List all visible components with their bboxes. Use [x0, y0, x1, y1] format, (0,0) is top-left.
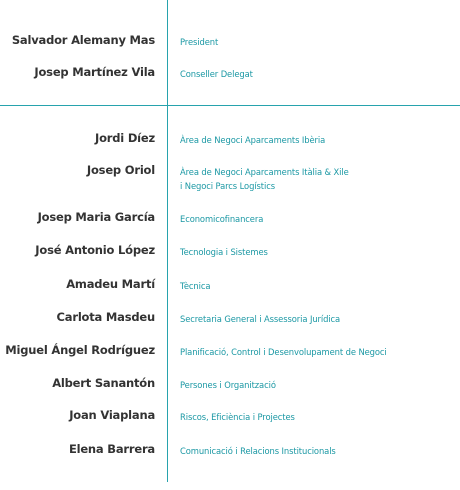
- member-row: [0, 376, 460, 396]
- person-role: Persones i Organització: [180, 380, 276, 390]
- person-name: Josep Maria García: [37, 210, 155, 224]
- person-role: Tecnologia i Sistemes: [180, 247, 268, 257]
- horizontal-divider: [0, 105, 460, 106]
- member-row: [0, 210, 460, 230]
- top-row-president: [0, 33, 460, 53]
- person-role-line2: i Negoci Parcs Logístics: [180, 181, 275, 191]
- member-row: [0, 442, 460, 462]
- person-name: Salvador Alemany Mas: [11, 33, 155, 47]
- member-row: [0, 343, 460, 363]
- person-name: Albert Sanantón: [52, 376, 155, 390]
- member-row: [0, 131, 460, 151]
- member-row: [0, 277, 460, 297]
- person-role: Àrea de Negoci Aparcaments Itàlia & Xile: [180, 167, 349, 177]
- person-name: Joan Viaplana: [69, 408, 155, 422]
- person-role: Riscos, Eficiència i Projectes: [180, 412, 295, 422]
- member-row: [0, 163, 460, 197]
- person-name: Elena Barrera: [68, 442, 155, 456]
- member-row: [0, 408, 460, 428]
- top-row-ceo: [0, 65, 460, 85]
- person-role: Secretaria General i Assessoria Jurídica: [180, 314, 341, 324]
- person-name: Miguel Ángel Rodríguez: [5, 343, 155, 357]
- person-name: Jordi Díez: [94, 131, 155, 145]
- person-role: Planificació, Control i Desenvolupament de Negoci: [180, 347, 387, 357]
- person-role: Conseller Delegat: [180, 69, 253, 79]
- person-role: President: [180, 37, 219, 47]
- member-row: [0, 243, 460, 263]
- person-name: Josep Oriol: [86, 163, 155, 177]
- person-role: Economicofinancera: [180, 214, 264, 224]
- person-name: José Antonio López: [35, 243, 155, 257]
- member-row: [0, 310, 460, 330]
- person-name: Josep Martínez Vila: [34, 65, 155, 79]
- person-role: Tècnica: [180, 281, 211, 291]
- person-role: Àrea de Negoci Aparcaments Ibèria: [180, 135, 326, 145]
- person-name: Amadeu Martí: [66, 277, 155, 291]
- person-role: Comunicació i Relacions Institucionals: [180, 446, 336, 456]
- person-name: Carlota Masdeu: [56, 310, 155, 324]
